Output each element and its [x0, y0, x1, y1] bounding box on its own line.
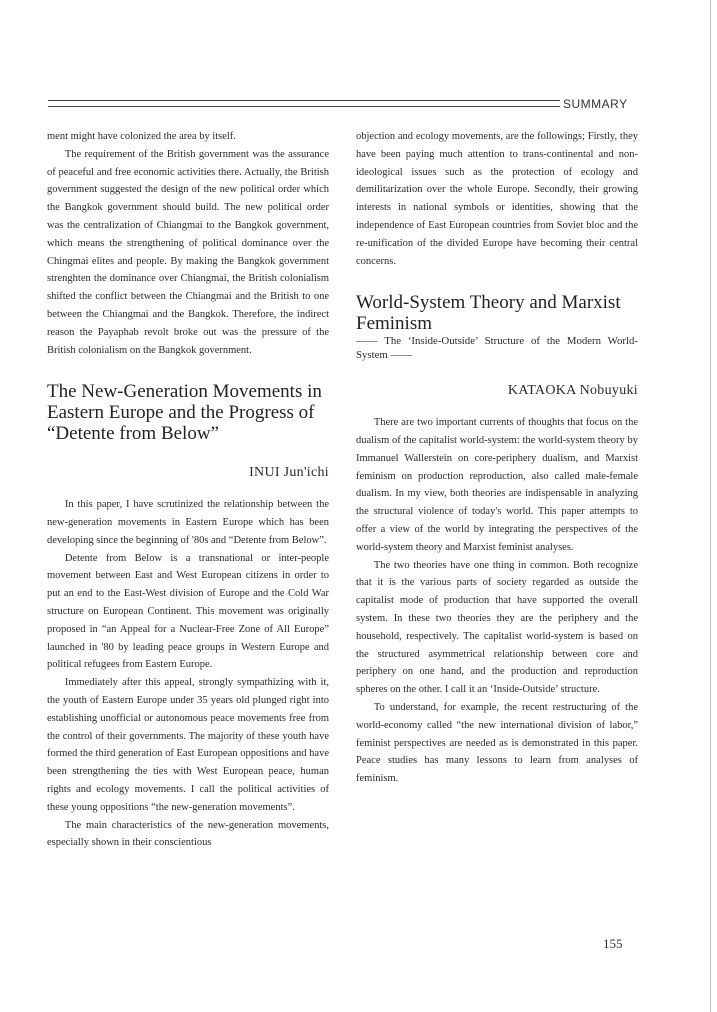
article-paragraph: The main characteristics of the new-generation movements, especially shown in their conscientious	[47, 819, 329, 849]
article-subtitle: —— The ‘Inside-Outside’ Structure of the Modern World-System ——	[356, 335, 638, 362]
article-author: KATAOKA Nobuyuki	[507, 383, 638, 399]
article-paragraph: Detente from Below is a transnational or inter-people movement between East and West European citizens in order to put an end to the East-West division of Europe and the Cold War structure on European Continent. This movement was originally proposed in “an Appeal for a Nuclear-Free Zone of All Europe” launched in '80 by leading peace groups in Western Europe and political refugees from Eastern Europe.	[47, 552, 329, 671]
article-paragraph: In this paper, I have scrutinized the relationship between the new-generation movements in Eastern Europe which has been developing since the beginning of '80s and “Detente from Below”.	[47, 499, 329, 546]
left-column	[47, 128, 329, 852]
right-column	[356, 128, 638, 788]
page-edge-line	[710, 0, 711, 1012]
article-title: The New-Generation Movements in Eastern Europe and the Progress of “Detente from Below”	[47, 381, 322, 445]
page-number: 155	[603, 936, 623, 951]
article-title: World-System Theory and Marxist Feminism	[356, 292, 621, 335]
article-paragraph: Immediately after this appeal, strongly sympathizing with it, the youth of Eastern Europe under 35 years old plunged right into establishing unofficial or autonomous peace movements free from the control of their governments. The majority of these youth have formed the third generation of East European oppositions and have been strengthening the ties with West European peace, human rights and ecology movements. I call the political activities of these young oppositions “the new-generation movements”.	[47, 677, 329, 813]
header-rule	[48, 100, 560, 107]
continuation-paragraph: objection and ecology movements, are the followings; Firstly, they have been paying much attention to trans-continental and non-ideological issues such as the protection of ecology and demilitarization over the whole Europe. Secondly, their growing interests in national symbols or identities, showing that the independence of East European countries from Soviet bloc and the re-unification of the divided Europe have becoming their central concerns.	[356, 131, 638, 267]
continuation-paragraph: ment might have colonized the area by itself.	[47, 131, 236, 142]
article-paragraph: To understand, for example, the recent restructuring of the world-economy called “the new international division of labor,” feminist perspectives are needed as is demonstrated in this paper. Peace studies has many lessons to learn from analyses of feminism.	[356, 701, 638, 785]
article-author: INUI Jun'ichi	[249, 465, 329, 481]
continuation-paragraph: The requirement of the British government was the assurance of peaceful and free economic activities there. Actually, the British government suggested the design of the new political order which the Bangkok government should build. The new political order was the centralization of Chiangmai to the Bangkok government, which means the strengthening of political dominance over the Chingmai elites and people. By making the Bangkok government strenghten the dominance over Chiangmai, the British colonialism shifted the conflict between the Chiangmai and the British to one between the Chiangmai and the Bangkok. Therefore, the indirect reason the Payaphab revolt broke out was the pressure of the British colonialism on the Bangkok government.	[47, 148, 329, 356]
running-header: SUMMARY	[563, 97, 628, 111]
article-paragraph: The two theories have one thing in common. Both recognize that it is the various parts of society regarded as outside the capitalist mode of production that have supported the overall system. In these two theories they are the periphery and the household, respectively. The capitalist world-system is based on the structured asymmetrical relationship between core and periphery on one hand, and the production and reproduction spheres on the other. I call it an ‘Inside-Outside’ structure.	[356, 559, 638, 696]
article-paragraph: There are two important currents of thoughts that focus on the dualism of the capitalist world-system: the world-system theory by Immanuel Wallerstein on core-periphery dualism, and Marxist feminism on production reproduction, also called male-female dualism. In my view, both theories are indispensable in analyzing the structural violence of today's world. This paper attempts to offer a view of the world by integrating the perspectives of the world-system theory and Marxist feminist analyses.	[356, 417, 638, 553]
